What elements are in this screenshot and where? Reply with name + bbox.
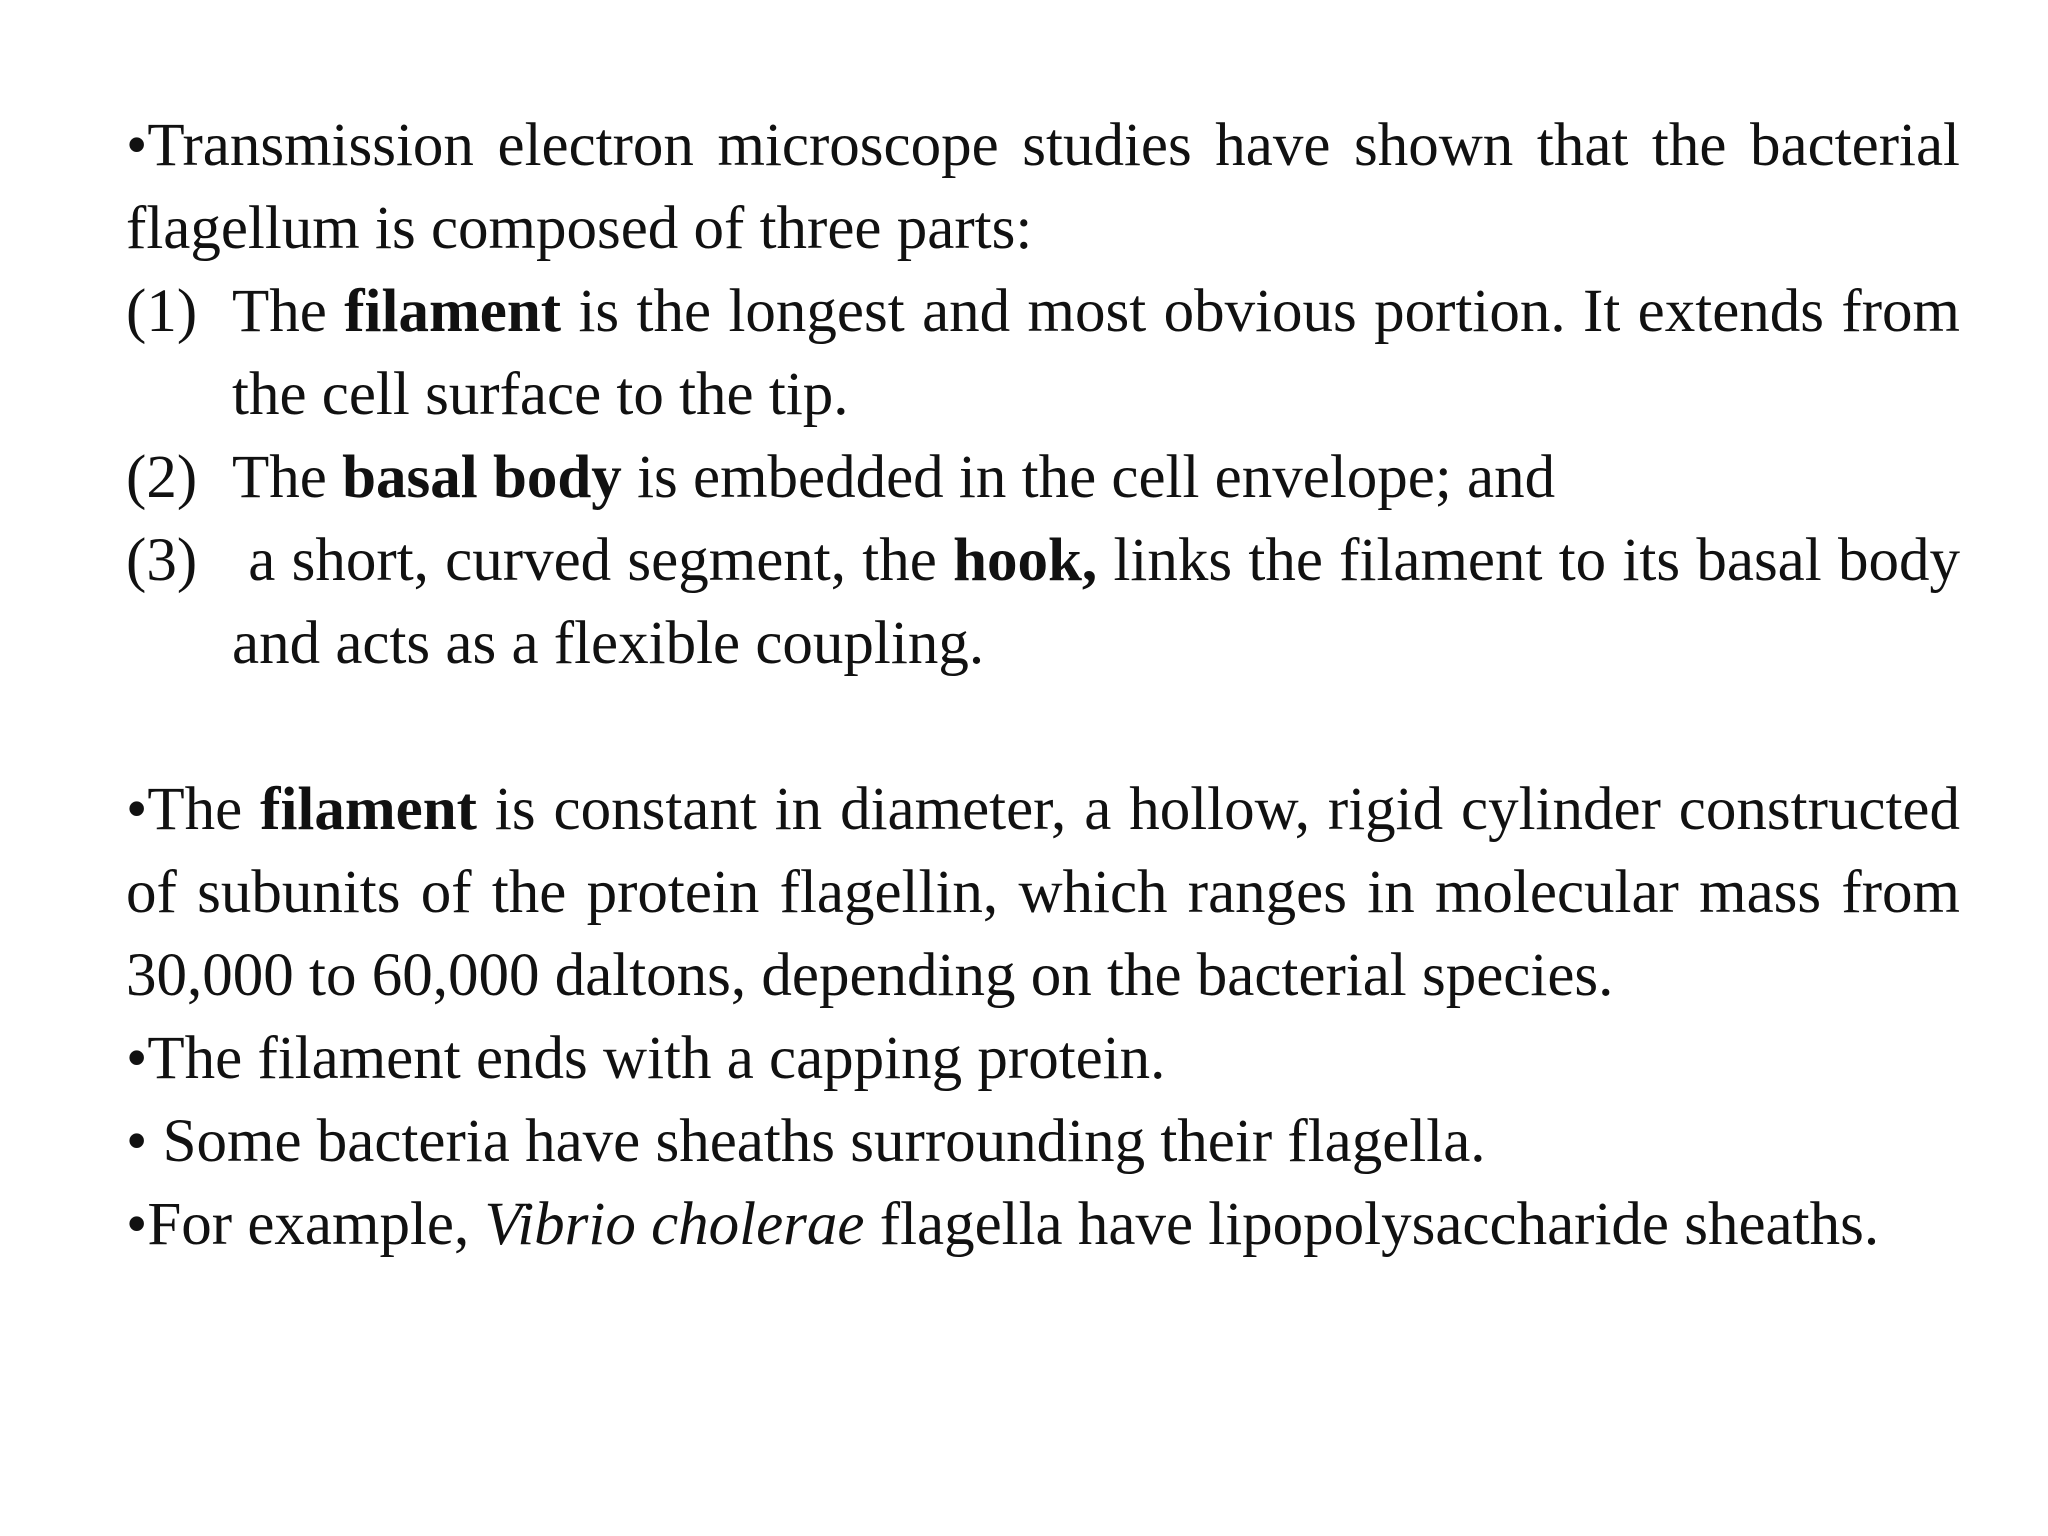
term-basal-body: basal body (342, 444, 622, 511)
capping-text: The filament ends with a capping protein. (147, 1025, 1166, 1092)
capping-paragraph (126, 1017, 1960, 1100)
filament-paragraph (126, 768, 1960, 1017)
text-segment: is constant in diameter, a hollow, rigid cylinder constructed of subunits of the protein flagellin, which ranges in molecular mass from 30,000 to 60,000 daltons, depending on the bacterial species. (126, 776, 1960, 1009)
sheaths-paragraph (126, 1100, 1960, 1183)
bullet: • (126, 1108, 148, 1175)
example-paragraph (126, 1183, 1960, 1266)
term-filament: filament (260, 776, 477, 843)
text-segment: is the longest and most obvious portion. It extends from the cell surface to the tip. (232, 278, 1960, 428)
list-number: (3) (126, 527, 198, 594)
bullet: • (126, 112, 148, 179)
list-item-basal-body (126, 436, 1960, 519)
text-segment: links the filament to its basal body and acts as a flexible coupling. (232, 527, 1960, 677)
intro-paragraph (126, 104, 1960, 270)
slide-content (126, 104, 1960, 1266)
list-text (232, 519, 1960, 685)
intro-text: Transmission electron microscope studies have shown that the bacterial flagellum is composed of three parts: (126, 112, 1960, 262)
text-segment: The (147, 776, 261, 843)
sheaths-text: Some bacteria have sheaths surrounding their flagella. (147, 1108, 1486, 1175)
term-hook: hook, (953, 527, 1098, 594)
species-name: Vibrio cholerae (484, 1191, 865, 1258)
bullet: • (126, 1025, 148, 1092)
spacer (126, 685, 1960, 768)
list-text (232, 270, 1960, 436)
bullet: • (126, 776, 148, 843)
text-segment: flagella have lipopolysaccharide sheaths. (864, 1191, 1880, 1258)
text-segment: a short, curved segment, the (232, 527, 954, 594)
flagellum-parts-list (126, 270, 1960, 685)
list-number: (1) (126, 278, 198, 345)
list-item-filament (126, 270, 1960, 436)
text-segment: The (232, 278, 345, 345)
text-segment: is embedded in the cell envelope; and (621, 444, 1556, 511)
term-filament: filament (344, 278, 562, 345)
list-number: (2) (126, 444, 198, 511)
bullet: • (126, 1191, 148, 1258)
list-text (232, 436, 1960, 519)
list-item-hook (126, 519, 1960, 685)
text-segment: The (232, 444, 343, 511)
text-segment: For example, (147, 1191, 485, 1258)
